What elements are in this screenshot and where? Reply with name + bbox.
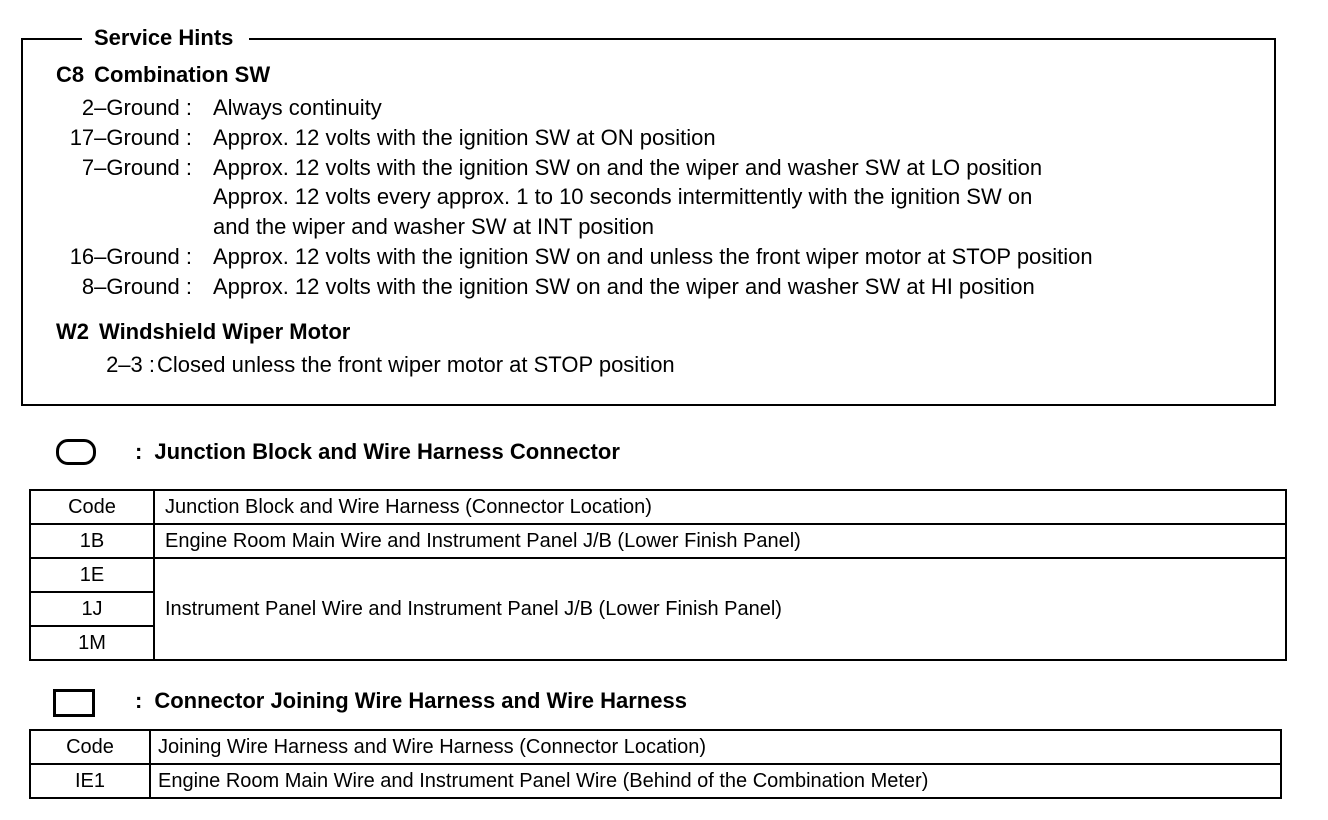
- table-header-row: [30, 490, 1286, 524]
- table-header-row: [30, 730, 1281, 764]
- junction-block-symbol-icon: [56, 439, 96, 465]
- header-code: Code: [30, 730, 150, 764]
- section-code: W2: [56, 319, 89, 344]
- legend-colon: :: [135, 439, 143, 464]
- joining-connector-heading: [135, 687, 687, 715]
- junction-block-table: [29, 489, 1287, 661]
- section-name: Combination SW: [94, 62, 271, 87]
- section-heading-c8: [56, 61, 270, 89]
- hint-text: Approx. 12 volts with the ignition SW on and the wiper and washer SW at HI position: [213, 274, 1035, 299]
- header-desc: Junction Block and Wire Harness (Connector Location): [154, 490, 1286, 524]
- code-cell: 1J: [30, 592, 154, 626]
- hint-terminal: 16–Ground :: [69, 244, 192, 269]
- legend-title: Junction Block and Wire Harness Connector: [154, 439, 620, 464]
- hint-terminal: 8–Ground :: [81, 274, 192, 299]
- hint-terminal: 2–3 :: [106, 352, 155, 377]
- code-cell: IE1: [30, 764, 150, 798]
- desc-cell: Engine Room Main Wire and Instrument Panel Wire (Behind of the Combination Meter): [150, 764, 1281, 798]
- header-code: Code: [30, 490, 154, 524]
- table-row: [30, 524, 1286, 558]
- section-name: Windshield Wiper Motor: [99, 319, 351, 344]
- table-row: [30, 558, 1286, 592]
- hint-text: Approx. 12 volts with the ignition SW at ON position: [213, 125, 716, 150]
- desc-cell: Engine Room Main Wire and Instrument Panel J/B (Lower Finish Panel): [154, 524, 1286, 558]
- connector-symbol-icon: [53, 689, 95, 717]
- hint-terminal: 7–Ground :: [81, 155, 192, 180]
- legend-colon: :: [135, 688, 143, 713]
- section-code: C8: [56, 62, 85, 87]
- legend-title: Connector Joining Wire Harness and Wire Harness: [154, 688, 687, 713]
- hint-terminal: 2–Ground :: [81, 95, 192, 120]
- code-cell: 1B: [30, 524, 154, 558]
- code-cell: 1E: [30, 558, 154, 592]
- code-cell: 1M: [30, 626, 154, 660]
- junction-block-heading: [135, 438, 620, 466]
- hint-text: Approx. 12 volts with the ignition SW on and the wiper and washer SW at LO position: [213, 155, 1043, 180]
- desc-cell: Instrument Panel Wire and Instrument Panel J/B (Lower Finish Panel): [154, 558, 1286, 660]
- service-hints-title: Service Hints: [82, 24, 249, 52]
- hint-text: Closed unless the front wiper motor at STOP position: [157, 352, 675, 377]
- section-heading-w2: [56, 318, 350, 346]
- joining-connector-table: [29, 729, 1282, 799]
- table-row: [30, 764, 1281, 798]
- hint-text: Approx. 12 volts every approx. 1 to 10 seconds intermittently with the ignition SW on: [213, 184, 1033, 209]
- header-desc: Joining Wire Harness and Wire Harness (Connector Location): [150, 730, 1281, 764]
- hint-terminal: 17–Ground :: [69, 125, 192, 150]
- hint-text: and the wiper and washer SW at INT position: [213, 214, 655, 239]
- hint-text: Approx. 12 volts with the ignition SW on and unless the front wiper motor at STOP position: [213, 244, 1093, 269]
- hint-text: Always continuity: [213, 95, 382, 120]
